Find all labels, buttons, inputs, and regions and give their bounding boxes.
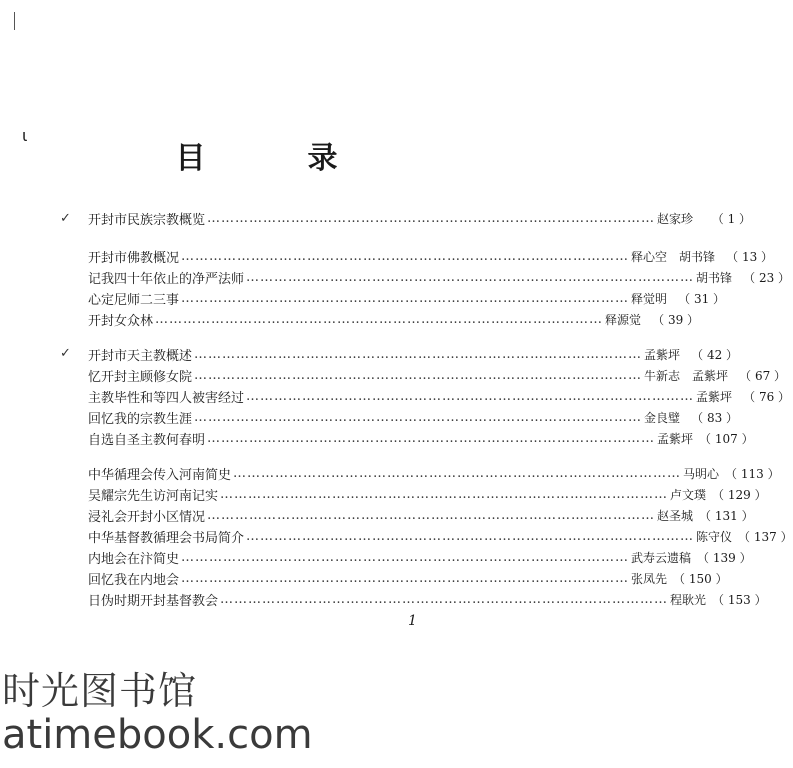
leader-dots: …………………………………………………………………………………… (181, 570, 630, 586)
entry-title: 浸礼会开封小区情况 (88, 509, 206, 525)
entry-page: （ 131 ） (699, 508, 754, 523)
entry-title: 忆开封主顾修女院 (88, 369, 193, 385)
leader-dots: …………………………………………………………………………………… (181, 290, 630, 306)
entry-page: （ 23 ） (743, 270, 791, 285)
leader-dots: …………………………………………………………………………………… (207, 507, 656, 523)
entry-title: 自选自圣主教何春明 (88, 432, 206, 448)
entry-author: 武寿云遗稿 (631, 550, 692, 565)
entry-title: 开封市天主教概述 (88, 348, 193, 364)
leader-dots: …………………………………………………………………………………… (155, 311, 604, 327)
toc-entry (88, 505, 754, 525)
entry-page: （ 113 ） (725, 466, 780, 481)
entry-title: 中华基督教循理会书局简介 (88, 530, 245, 546)
toc-entry (88, 547, 752, 567)
leader-dots: …………………………………………………………………………………… (181, 549, 630, 565)
entry-page: （ 1 ） (711, 211, 752, 226)
leader-dots: …………………………………………………………………………………… (194, 367, 643, 383)
leader-dots: …………………………………………………………………………………… (246, 528, 695, 544)
entry-author: 张凤先 (631, 571, 668, 586)
entry-page: （ 67 ） (739, 368, 787, 383)
entry-author: 卢文璞 (670, 487, 707, 502)
entry-author: 释觉明 (631, 291, 668, 306)
leader-dots: …………………………………………………………………………………… (246, 269, 695, 285)
entry-author: 金良璧 (644, 410, 681, 425)
entry-page: （ 83 ） (691, 410, 739, 425)
toc-entry (88, 428, 754, 448)
entry-page: （ 107 ） (699, 431, 754, 446)
page-number: 1 (408, 613, 417, 629)
check-mark-1: ✓ (60, 211, 71, 226)
watermark-url: atimebook.com (2, 712, 313, 758)
toc-entry (88, 344, 739, 364)
toc-entry (88, 309, 700, 329)
watermark-name: 时光图书馆 (2, 669, 198, 713)
entry-page: （ 13 ） (726, 249, 774, 264)
toc-entry (88, 568, 728, 588)
entry-title: 开封市佛教概况 (88, 250, 180, 266)
entry-title: 主教毕性和等四人被害经过 (88, 390, 245, 406)
entry-author: 牛新志 孟紫坪 (644, 368, 729, 383)
entry-title: 回忆我的宗教生涯 (88, 411, 193, 427)
handwritten-mark: ι (22, 126, 28, 145)
entry-author: 胡书锋 (696, 270, 733, 285)
toc-entry (88, 589, 767, 609)
entry-title: 日伪时期开封基督教会 (88, 593, 219, 609)
entry-author: 程耿光 (670, 592, 707, 607)
toc-entry (88, 208, 752, 228)
entry-author: 赵家珍 (657, 211, 694, 226)
entry-author: 释源觉 (605, 312, 642, 327)
leader-dots: …………………………………………………………………………………… (207, 210, 656, 226)
leader-dots: …………………………………………………………………………………… (246, 388, 695, 404)
entry-title: 吴耀宗先生访河南记实 (88, 488, 219, 504)
leader-dots: …………………………………………………………………………………… (207, 430, 656, 446)
leader-dots: …………………………………………………………………………………… (194, 346, 643, 362)
leader-dots: …………………………………………………………………………………… (220, 591, 669, 607)
leader-dots: …………………………………………………………………………………… (233, 465, 682, 481)
entry-author: 孟紫坪 (644, 347, 681, 362)
toc-entry (88, 267, 791, 287)
entry-page: （ 150 ） (673, 571, 728, 586)
toc-entry (88, 407, 739, 427)
entry-page: （ 76 ） (743, 389, 791, 404)
toc-entry (88, 386, 791, 406)
entry-page: （ 137 ） (738, 529, 793, 544)
entry-title: 开封女众林 (88, 313, 154, 329)
leader-dots: …………………………………………………………………………………… (220, 486, 669, 502)
entry-page: （ 129 ） (712, 487, 767, 502)
leader-dots: …………………………………………………………………………………… (194, 409, 643, 425)
check-mark-2: ✓ (60, 346, 71, 361)
toc-entry (88, 484, 767, 504)
entry-author: 孟紫坪 (657, 431, 694, 446)
entry-title: 开封市民族宗教概览 (88, 212, 206, 228)
entry-page: （ 39 ） (652, 312, 700, 327)
entry-author: 孟紫坪 (696, 389, 733, 404)
entry-title: 回忆我在内地会 (88, 572, 180, 588)
entry-page: （ 42 ） (691, 347, 739, 362)
entry-author: 赵圣城 (657, 508, 694, 523)
entry-title: 中华循理会传入河南简史 (88, 467, 232, 483)
toc-entry (88, 463, 780, 483)
page-title: 目 录 (175, 141, 374, 176)
entry-page: （ 139 ） (697, 550, 752, 565)
toc-entry (88, 526, 793, 546)
toc-entry (88, 288, 726, 308)
entry-page: （ 153 ） (712, 592, 767, 607)
scan-edge-mark (14, 12, 15, 30)
entry-author: 释心空 胡书锋 (631, 249, 716, 264)
toc-entry (88, 365, 787, 385)
leader-dots: …………………………………………………………………………………… (181, 248, 630, 264)
entry-title: 内地会在汴简史 (88, 551, 180, 567)
entry-title: 记我四十年依止的净严法师 (88, 271, 245, 287)
entry-title: 心定尼师二三事 (88, 292, 180, 308)
toc-entry (88, 246, 774, 266)
entry-page: （ 31 ） (678, 291, 726, 306)
entry-author: 陈守仪 (696, 529, 733, 544)
entry-author: 马明心 (683, 466, 720, 481)
